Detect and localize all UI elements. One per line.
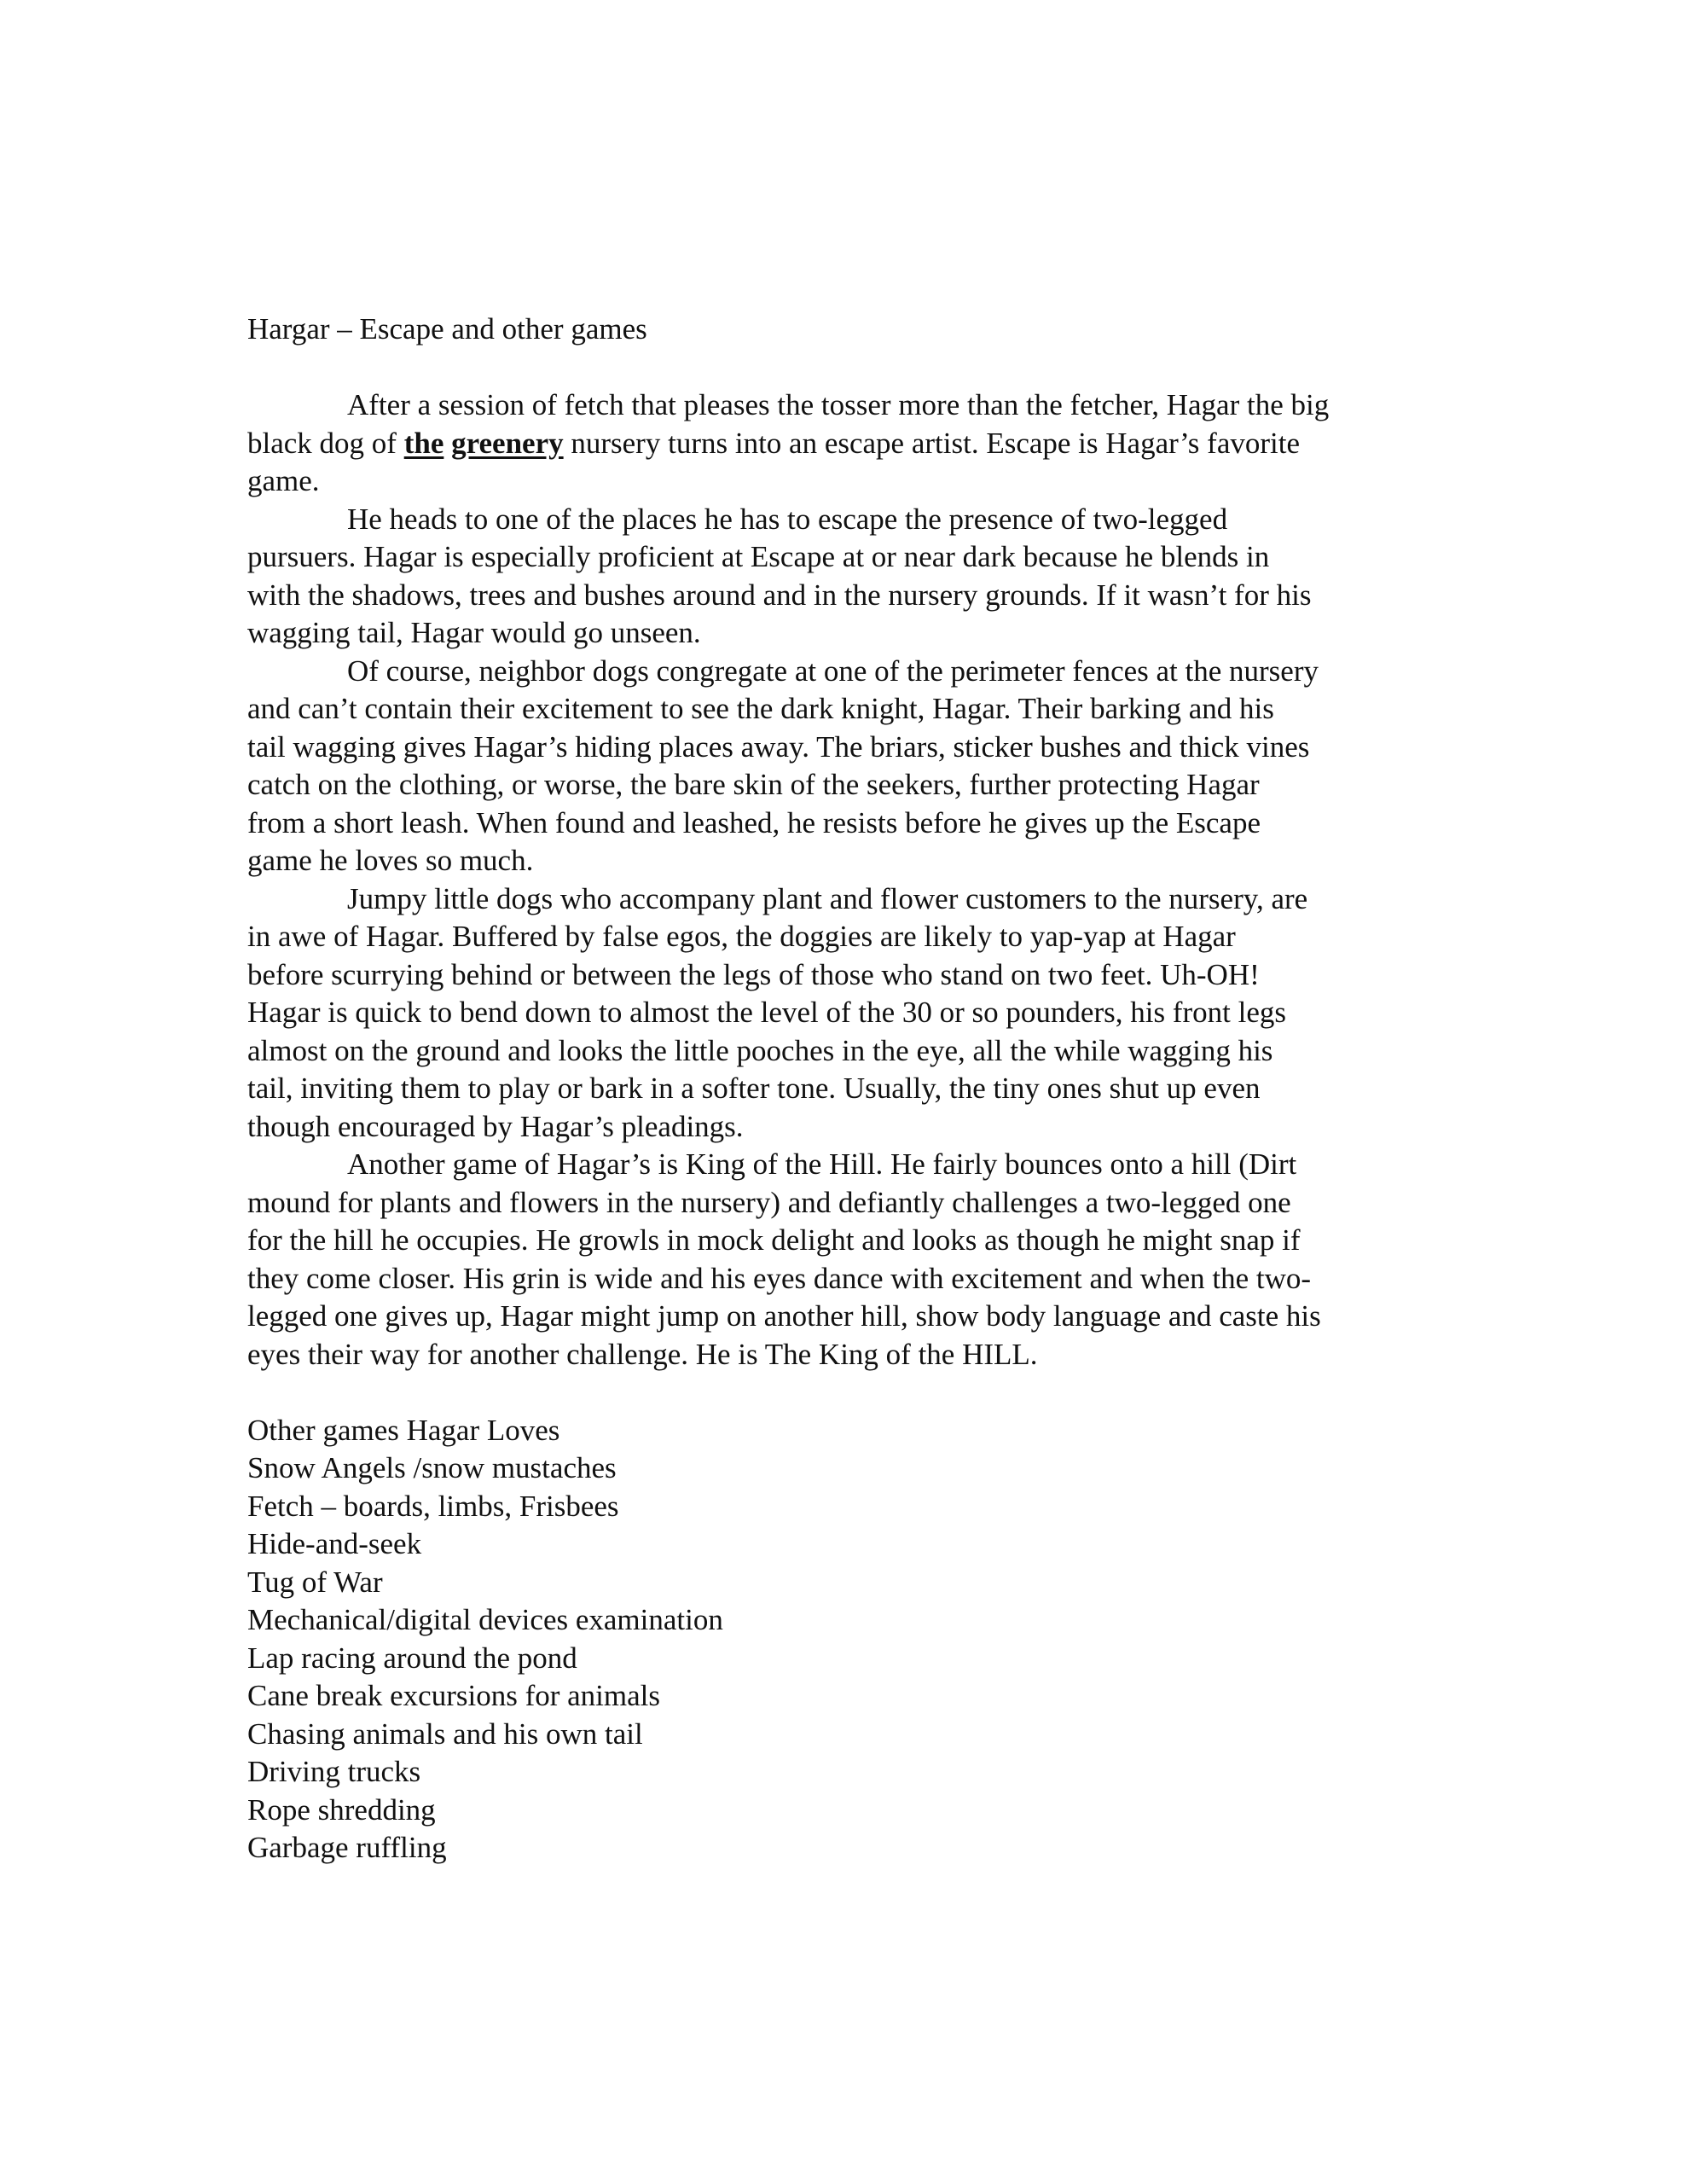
document-page [247,311,1475,1867]
list-item: Tug of War [247,1565,383,1599]
text-segment: almost on the ground and looks the little pooches in the eye, all the while wagging his [247,1033,1273,1067]
games-list [247,1412,1475,1867]
text-segment: After a session of fetch that pleases the tosser more than the fetcher, Hagar the big [347,388,1330,421]
text-segment: and can’t contain their excitement to see the dark knight, Hagar. Their barking and his [247,692,1274,725]
paragraph-line [247,729,1475,767]
list-item: Chasing animals and his own tail [247,1716,643,1751]
text-segment: before scurrying behind or between the legs of those who stand on two feet. Uh-OH! [247,957,1260,991]
paragraph [247,386,1475,501]
emphasized-text: greenery [451,426,564,460]
paragraph [247,653,1475,880]
text-segment: game. [247,464,320,497]
paragraph-line [247,653,1475,691]
paragraph-line [247,880,1475,919]
paragraph-line [247,1070,1475,1108]
text-segment: black dog of [247,426,404,460]
list-item: Rope shredding [247,1792,436,1827]
text-segment: for the hill he occupies. He growls in mock delight and looks as though he might snap if [247,1223,1301,1257]
paragraph-line [247,501,1475,539]
list-item: Garbage ruffling [247,1831,447,1864]
paragraph [247,501,1475,653]
text-segment: pursuers. Hagar is especially proficient at Escape at or near dark because he blends in [247,540,1270,573]
text-segment: Of course, neighbor dogs congregate at one of the perimeter fences at the nursery [347,653,1319,688]
paragraph-line [247,804,1475,843]
paragraph-line [247,577,1475,615]
text-segment: they come closer. His grin is wide and his eyes dance with excitement and when the two- [247,1261,1312,1295]
paragraph-line [247,614,1475,653]
list-item: Mechanical/digital devices examination [247,1603,723,1636]
paragraph-line [247,1298,1475,1336]
document-title: Hargar – Escape and other games [247,312,647,346]
list-item: Driving trucks [247,1755,421,1788]
emphasized-text: the [403,426,444,460]
paragraph-line [247,425,1475,463]
list-item: Cane break excursions for animals [247,1679,661,1712]
list-item: Fetch – boards, limbs, Frisbees [247,1489,619,1523]
text-segment [443,427,451,460]
text-segment: mound for plants and flowers in the nursery) and defiantly challenges a two-legged one [247,1185,1291,1219]
paragraph-line [247,690,1475,729]
text-segment: tail, inviting them to play or bark in a softer tone. Usually, the tiny ones shut up even [247,1072,1261,1105]
paragraph-line [247,1146,1475,1184]
section-gap [247,1374,1475,1412]
paragraph-line [247,918,1475,956]
text-segment: Hagar is quick to bend down to almost the level of the 30 or so pounders, his front legs [247,996,1286,1029]
text-segment: from a short leash. When found and leashed, he resists before he gives up the Escape [247,805,1261,839]
text-segment: Another game of Hagar’s is King of the Hill. He fairly bounces onto a hill (Dirt [347,1147,1297,1181]
paragraph-line [247,956,1475,995]
paragraph-line [247,1032,1475,1071]
paragraph-line [247,538,1475,577]
text-segment: legged one gives up, Hagar might jump on another hill, show body language and caste his [247,1299,1321,1333]
paragraph [247,1146,1475,1374]
paragraph-line [247,386,1475,425]
text-segment: nursery turns into an escape artist. Escape is Hagar’s favorite [563,426,1300,460]
games-list-heading: Other games Hagar Loves [247,1413,560,1447]
paragraph-line [247,1336,1475,1374]
text-segment: game he loves so much. [247,844,534,877]
paragraph [247,880,1475,1147]
text-segment: in awe of Hagar. Buffered by false egos, the doggies are likely to yap-yap at Hagar [247,920,1236,953]
text-segment: catch on the clothing, or worse, the bare skin of the seekers, further protecting Hagar [247,768,1260,801]
paragraph-line [247,1184,1475,1223]
text-segment: tail wagging gives Hagar’s hiding places away. The briars, sticker bushes and thick vines [247,729,1310,764]
list-item: Lap racing around the pond [247,1641,577,1675]
text-segment: Jumpy little dogs who accompany plant and flower customers to the nursery, are [347,881,1308,915]
paragraph-line [247,1222,1475,1260]
document-body [247,386,1475,1374]
paragraph-line [247,842,1475,880]
text-segment: wagging tail, Hagar would go unseen. [247,616,701,649]
paragraph-line [247,766,1475,804]
paragraph-line [247,1108,1475,1147]
paragraph-line [247,1260,1475,1298]
list-item: Snow Angels /snow mustaches [247,1451,617,1484]
text-segment: with the shadows, trees and bushes around and in the nursery grounds. If it wasn’t for his [247,578,1312,612]
paragraph-line [247,462,1475,501]
text-segment: He heads to one of the places he has to escape the presence of two-legged [347,502,1228,536]
list-item: Hide-and-seek [247,1527,422,1560]
paragraph-line [247,994,1475,1032]
text-segment: eyes their way for another challenge. He is The King of the HILL. [247,1337,1038,1371]
text-segment: though encouraged by Hagar’s pleadings. [247,1109,744,1143]
